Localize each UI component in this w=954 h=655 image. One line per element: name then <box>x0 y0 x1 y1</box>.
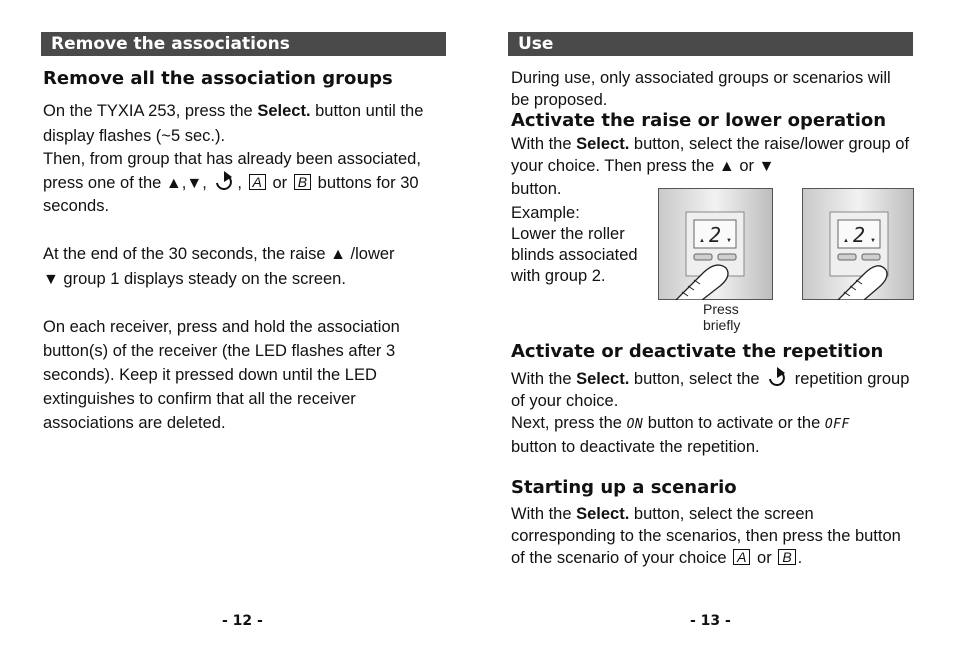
para-receiver: On each receiver, press and hold the association button(s) of the receiver (the LED flashes after 3 seconds). Keep it pressed down until the LED extinguishes to confirm that all the receiver associations are deleted. <box>43 318 400 432</box>
section-banner-right <box>508 32 913 56</box>
off-label: OFF <box>824 417 850 432</box>
section-banner-left <box>41 32 446 56</box>
page-number-left: - 12 - <box>222 613 263 629</box>
triangle-up-icon: ▲ <box>165 175 182 192</box>
on-label: ON <box>626 417 644 432</box>
press-briefly-caption: Press briefly <box>703 301 741 333</box>
para-intro: During use, only associated groups or scenarios will be proposed. <box>511 69 891 109</box>
repeat-arrow-icon <box>211 171 237 191</box>
heading-repetition: Activate or deactivate the repetition <box>511 341 884 362</box>
heading-scenario: Starting up a scenario <box>511 477 737 498</box>
device-illustration-left <box>658 188 773 300</box>
triangle-up-icon: ▲ <box>330 246 346 263</box>
para-example: Example: Lower the roller blinds associated with group 2. <box>511 204 638 285</box>
para-press-select: On the TYXIA 253, press the Select. button until the display flashes (~5 sec.). <box>43 102 424 145</box>
triangle-up-icon: ▲ <box>718 158 735 175</box>
triangle-down-icon: ▼ <box>43 271 59 288</box>
para-repetition: With the Select. button, select the repetition group of your choice. Next, press the ON button to activate or the OFF button to deactivate the repetition. <box>511 367 911 458</box>
para-raise-lower: With the Select. button, select the raise/lower group of your choice. Then press the ▲ or ▼ button. <box>511 135 910 198</box>
key-b: B <box>778 549 795 565</box>
svg-text:▲: ▲ <box>843 238 849 244</box>
svg-text:▼: ▼ <box>870 238 876 244</box>
key-a: A <box>249 174 266 190</box>
display-digit: 2 <box>708 223 722 247</box>
display-digit: 2 <box>852 223 866 247</box>
triangle-down-icon: ▼ <box>186 175 203 192</box>
heading-remove-groups: Remove all the association groups <box>43 68 393 89</box>
heading-raise-lower: Activate the raise or lower operation <box>511 110 887 131</box>
svg-text:▲: ▲ <box>699 238 705 244</box>
repeat-arrow-icon <box>764 367 790 387</box>
triangle-down-icon: ▼ <box>758 158 775 175</box>
svg-text:▼: ▼ <box>726 238 732 244</box>
key-a: A <box>733 549 750 565</box>
para-end-30-seconds: At the end of the 30 seconds, the raise ▲ /lower ▼ group 1 displays steady on the screen. <box>43 245 395 288</box>
key-b: B <box>294 174 311 190</box>
para-scenario: With the Select. button, select the screen corresponding to the scenarios, then press the button of the scenario of your choice A or B . <box>511 505 901 567</box>
banner-title: Use <box>518 34 554 54</box>
para-press-buttons: Then, from group that has already been associated, press one of the ▲,▼, , A or B buttons for 30 seconds. <box>43 150 421 215</box>
device-illustration-right <box>802 188 914 300</box>
banner-title: Remove the associations <box>51 34 290 54</box>
page-number-right: - 13 - <box>690 613 731 629</box>
